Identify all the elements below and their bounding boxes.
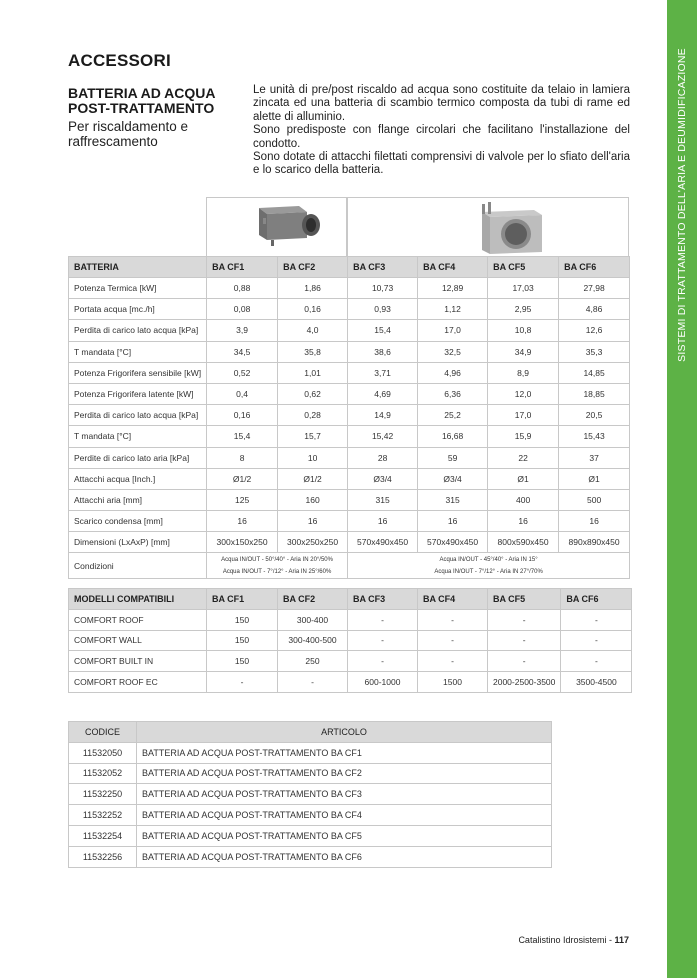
value-cell: - [561,630,632,651]
value-cell: 15,42 [348,426,418,447]
value-cell: - [278,672,348,693]
table-row [69,341,630,362]
value-cell: - [488,609,561,630]
value-cell: 1500 [418,672,488,693]
header-cell: BA CF6 [561,589,632,610]
value-cell: - [488,651,561,672]
table-row [69,651,632,672]
value-cell: 35,8 [278,341,348,362]
product-image-small-cell [206,197,347,256]
table-row [69,532,630,553]
value-cell: - [348,651,418,672]
description-paragraph: Le unità di pre/post riscaldo ad acqua sono costituite da telaio in lamiera zincata ed una batteria di scambio termico composta da tubi di rame ed alette di alluminio. [253,84,630,123]
value-cell: 300x250x250 [278,532,348,553]
table-row [69,609,632,630]
value-cell: 2,95 [488,299,559,320]
value-cell: 0,28 [278,405,348,426]
specifications-table [68,256,630,579]
value-cell: 4,0 [278,320,348,341]
article-code: 11532252 [69,805,137,826]
value-cell: 570x490x450 [418,532,488,553]
table-header-row [69,722,552,743]
header-cell: MODELLI COMPATIBILI [69,589,207,610]
value-cell: 300-400 [278,609,348,630]
value-cell: 20,5 [559,405,630,426]
page-number: 117 [614,935,629,945]
value-cell: 15,4 [348,320,418,341]
value-cell: 16 [559,511,630,532]
value-cell: 500 [559,489,630,510]
row-label: Attacchi aria [mm] [69,489,207,510]
small-battery-image [207,198,348,257]
value-cell: 150 [207,651,278,672]
value-cell: 250 [278,651,348,672]
product-image-large-cell [347,197,629,256]
value-cell: 59 [418,447,488,468]
value-cell: Ø1 [559,468,630,489]
value-cell: 150 [207,609,278,630]
value-cell: 2000-2500-3500 [488,672,561,693]
table-row [69,426,630,447]
value-cell: 28 [348,447,418,468]
large-battery-image [348,198,630,257]
value-cell: 17,0 [488,405,559,426]
row-label: COMFORT ROOF [69,609,207,630]
value-cell: 0,08 [207,299,278,320]
value-cell: 125 [207,489,278,510]
value-cell: 300x150x250 [207,532,278,553]
value-cell: 0,16 [278,299,348,320]
row-label: COMFORT WALL [69,630,207,651]
table-row [69,630,632,651]
value-cell: Ø3/4 [418,468,488,489]
conditions-right-cell [348,553,630,579]
value-cell: 15,43 [559,426,630,447]
value-cell: 10,8 [488,320,559,341]
header-cell: BA CF3 [348,257,418,278]
value-cell: - [418,651,488,672]
article-code: 11532250 [69,784,137,805]
conditions-text [353,554,624,578]
table-row [69,489,630,510]
value-cell: Ø1/2 [278,468,348,489]
row-label: Condizioni [69,553,207,579]
value-cell: 1,86 [278,278,348,299]
value-cell: 0,52 [207,362,278,383]
table-row [69,825,552,846]
value-cell: 12,6 [559,320,630,341]
value-cell: 570x490x450 [348,532,418,553]
header-cell: CODICE [69,722,137,743]
row-label: Perdite di carico lato aria [kPa] [69,447,207,468]
value-cell: 890x890x450 [559,532,630,553]
header-cell: BA CF5 [488,257,559,278]
row-label: Dimensioni (LxAxP) [mm] [69,532,207,553]
conditions-line: Acqua IN/OUT - 7°/12° - Aria IN 27°/70% [434,568,543,575]
value-cell: 300-400-500 [278,630,348,651]
value-cell: - [207,672,278,693]
row-label: COMFORT BUILT IN [69,651,207,672]
value-cell: 34,5 [207,341,278,362]
value-cell: Ø1 [488,468,559,489]
value-cell: 14,9 [348,405,418,426]
value-cell: - [488,630,561,651]
row-label: Perdita di carico lato acqua [kPa] [69,405,207,426]
value-cell: 14,85 [559,362,630,383]
value-cell: 0,16 [207,405,278,426]
header-cell: BA CF6 [559,257,630,278]
row-label: Attacchi acqua [Inch.] [69,468,207,489]
value-cell: 160 [278,489,348,510]
table-row [69,405,630,426]
section-title: ACCESSORI [68,51,171,70]
footer-text: Catalistino Idrosistemi - [518,935,615,945]
value-cell: Ø1/2 [207,468,278,489]
article-code: 11532050 [69,742,137,763]
article-name: BATTERIA AD ACQUA POST-TRATTAMENTO BA CF1 [137,742,552,763]
header-cell: BA CF1 [207,257,278,278]
value-cell: 4,69 [348,383,418,404]
value-cell: 0,93 [348,299,418,320]
value-cell: 15,4 [207,426,278,447]
header-cell: BA CF4 [418,257,488,278]
row-label: Potenza Frigorifera latente [kW] [69,383,207,404]
header-cell: BA CF2 [278,257,348,278]
value-cell: 12,89 [418,278,488,299]
value-cell: - [348,609,418,630]
article-code: 11532254 [69,825,137,846]
row-label: T mandata [°C] [69,341,207,362]
row-label: Potenza Frigorifera sensibile [kW] [69,362,207,383]
value-cell: 3,71 [348,362,418,383]
value-cell: 15,7 [278,426,348,447]
table-row [69,320,630,341]
value-cell: 16 [488,511,559,532]
row-label: Scarico condensa [mm] [69,511,207,532]
table-header-row [69,257,630,278]
row-label: Perdita di carico lato acqua [kPa] [69,320,207,341]
table-row [69,763,552,784]
table-row [69,278,630,299]
value-cell: 16 [278,511,348,532]
table-row [69,447,630,468]
value-cell: 12,0 [488,383,559,404]
value-cell: 6,36 [418,383,488,404]
table-row [69,672,632,693]
article-name: BATTERIA AD ACQUA POST-TRATTAMENTO BA CF3 [137,784,552,805]
description-paragraph: Sono predisposte con flange circolari che facilitano l'installazione del condotto. [253,124,630,150]
value-cell: 15,9 [488,426,559,447]
row-label: T mandata [°C] [69,426,207,447]
table-row [69,846,552,867]
value-cell: - [418,609,488,630]
value-cell: 150 [207,630,278,651]
table-row [69,468,630,489]
value-cell: 4,86 [559,299,630,320]
sidebar-label: SISTEMI DI TRATTAMENTO DELL'ARIA E DEUMIDIFICAZIONE [676,48,688,362]
product-title: BATTERIA AD ACQUA POST-TRATTAMENTO [68,85,215,116]
article-name: BATTERIA AD ACQUA POST-TRATTAMENTO BA CF4 [137,805,552,826]
row-label: Portata acqua [mc./h] [69,299,207,320]
article-name: BATTERIA AD ACQUA POST-TRATTAMENTO BA CF6 [137,846,552,867]
value-cell: - [418,630,488,651]
conditions-line: Acqua IN/OUT - 50°/40° - Aria IN 20°/50% [221,556,333,563]
table-row [69,784,552,805]
value-cell: 17,0 [418,320,488,341]
table-row [69,742,552,763]
description-paragraph: Sono dotate di attacchi filettati comprensivi di valvole per lo sfiato dell'aria e lo scarico della batteria. [253,151,630,177]
page-footer [518,935,629,945]
header-cell: BA CF5 [488,589,561,610]
value-cell: 8,9 [488,362,559,383]
value-cell: 17,03 [488,278,559,299]
product-subtitle: Per riscaldamento e raffrescamento [68,119,189,149]
row-label: Potenza Termica [kW] [69,278,207,299]
value-cell: 16 [207,511,278,532]
value-cell: 16 [348,511,418,532]
value-cell: - [561,609,632,630]
value-cell: 400 [488,489,559,510]
value-cell: 16 [418,511,488,532]
value-cell: 22 [488,447,559,468]
header-cell: BA CF2 [278,589,348,610]
article-code: 11532256 [69,846,137,867]
value-cell: 0,88 [207,278,278,299]
header-cell: BA CF4 [418,589,488,610]
value-cell: 4,96 [418,362,488,383]
value-cell: 8 [207,447,278,468]
value-cell: 3,9 [207,320,278,341]
value-cell: 32,5 [418,341,488,362]
table-row [69,299,630,320]
table-row [69,383,630,404]
value-cell: 10 [278,447,348,468]
value-cell: 34,9 [488,341,559,362]
value-cell: 600-1000 [348,672,418,693]
value-cell: 27,98 [559,278,630,299]
value-cell: 0,4 [207,383,278,404]
value-cell: 315 [418,489,488,510]
conditions-text [212,554,342,578]
value-cell: 37 [559,447,630,468]
header-cell: BA CF3 [348,589,418,610]
value-cell: 18,85 [559,383,630,404]
value-cell: 25,2 [418,405,488,426]
value-cell: 16,68 [418,426,488,447]
conditions-row [69,553,630,579]
table-header-row [69,589,632,610]
article-codes-table [68,721,552,868]
header-cell: BATTERIA [69,257,207,278]
value-cell: - [348,630,418,651]
article-code: 11532052 [69,763,137,784]
conditions-line: Acqua IN/OUT - 45°/40° - Aria IN 15° [439,556,538,563]
value-cell: 1,01 [278,362,348,383]
conditions-line: Acqua IN/OUT - 7°/12° - Aria IN 25°/60% [222,568,332,575]
value-cell: 0,62 [278,383,348,404]
article-name: BATTERIA AD ACQUA POST-TRATTAMENTO BA CF5 [137,825,552,846]
table-row [69,805,552,826]
value-cell: 1,12 [418,299,488,320]
table-row [69,511,630,532]
value-cell: Ø3/4 [348,468,418,489]
value-cell: 315 [348,489,418,510]
value-cell: 800x590x450 [488,532,559,553]
header-cell: BA CF1 [207,589,278,610]
compatible-models-table [68,588,632,693]
product-description [253,84,630,178]
value-cell: 10,73 [348,278,418,299]
conditions-left-cell [207,553,348,579]
value-cell: 35,3 [559,341,630,362]
table-row [69,362,630,383]
value-cell: 38,6 [348,341,418,362]
article-name: BATTERIA AD ACQUA POST-TRATTAMENTO BA CF2 [137,763,552,784]
value-cell: 3500-4500 [561,672,632,693]
header-cell: ARTICOLO [137,722,552,743]
row-label: COMFORT ROOF EC [69,672,207,693]
value-cell: - [561,651,632,672]
